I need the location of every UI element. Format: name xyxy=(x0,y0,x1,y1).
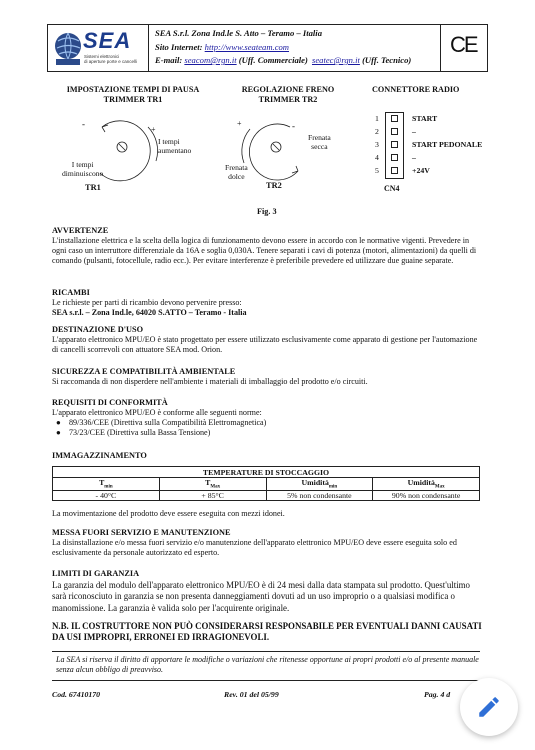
sea-logo xyxy=(52,27,146,69)
tr1-title-line: TRIMMER TR1 xyxy=(103,95,163,104)
footer-page: Pag. 4 d xyxy=(424,690,451,699)
logo-text: SEA xyxy=(83,28,132,53)
tr2-title-line: TRIMMER TR2 xyxy=(258,95,318,104)
connector-pin-label: START xyxy=(412,114,438,123)
requisiti-item xyxy=(56,418,486,428)
storage-table xyxy=(52,466,480,501)
ce-mark: CE xyxy=(450,32,477,57)
paragraph-garanzia: La garanzia del modulo dell'apparato elettronico MPU/EO è di 24 mesi dalla data stampata sul prodotto. Quest'ultimo sarà riconosciuto in garanzia se non presenta danneggiamenti dovuti ad un uso improprio o a qualsiasi modifica o manomissione. La garanzia è valida solo per l'acquirente originale. xyxy=(52,580,470,613)
label-line: Frenata xyxy=(225,163,248,172)
section-title-requisiti: REQUISITI DI CONFORMITÀ xyxy=(52,398,168,407)
paragraph-destinazione: L'apparato elettronico MPU/EO è stato progettato per essere utilizzato esclusivamente come apparato di gestione per l'automazione di cancelli scorrevoli con attuatore SEA mod. Orion. xyxy=(52,335,478,355)
paragraph-avvertenze: L'installazione elettrica e la scelta della logica di funzionamento devono essere in accordo con le normative vigenti. Prevedere in ogni caso un interruttore differenziale da 16A e soglia 0,030A. Tenere separati i cavi di potenza (motori, alimentazioni) da quelli di comando (pulsanti, fotocellule, radio ecc.). Per evitare interferenze è preferibile prevedere ed utilizzare due guaine separate. xyxy=(52,236,477,266)
label-line: I tempi xyxy=(158,137,180,146)
connector-title: CONNETTORE RADIO xyxy=(372,85,460,94)
label-line: I tempi xyxy=(71,160,94,169)
label-line: diminuiscono xyxy=(62,169,104,178)
email-tech-note: (Uff. Tecnico) xyxy=(362,55,412,65)
storage-cell: 90% non condensante xyxy=(373,490,480,500)
website-link[interactable]: http://www.seateam.com xyxy=(204,42,290,52)
tr1-name: TR1 xyxy=(85,183,101,192)
tr2-title-line: REGOLAZIONE FRENO xyxy=(241,85,335,94)
connector-pin-number: 3 xyxy=(375,140,379,149)
paragraph-requisiti: L'apparato elettronico MPU/EO è conforme alle seguenti norme: xyxy=(52,408,262,417)
nb-disclaimer: N.B. IL COSTRUTTORE NON PUÒ CONSIDERARSI RESPONSABILE PER EVENTUALI DANNI CAUSATI DA USI IMPROPRI, ERRONEI ED IRRAGIONEVOLI. xyxy=(52,621,482,643)
section-title-destinazione: DESTINAZIONE D'USO xyxy=(52,325,144,334)
label-line: Frenata xyxy=(308,133,331,142)
email-commercial-link[interactable]: seacom@rgn.it xyxy=(184,55,237,65)
email-label: E-mail: xyxy=(155,55,183,65)
tr2-soft-label xyxy=(225,163,248,181)
tr2-title xyxy=(218,85,358,105)
label-line: aumentano xyxy=(158,146,192,155)
storage-cell: 5% non condensante xyxy=(266,490,373,500)
paragraph-sicurezza: Si raccomanda di non disperdere nell'ambiente i materiali di imballaggio del prodotto e/o circuiti. xyxy=(52,377,368,386)
requisiti-item xyxy=(56,428,486,438)
header-divider xyxy=(148,24,149,72)
edit-button[interactable] xyxy=(460,678,518,736)
tr1-increase-label xyxy=(158,137,191,155)
section-title-messa: MESSA FUORI SERVIZIO E MANUTENZIONE xyxy=(52,528,231,537)
tr2-name: TR2 xyxy=(266,181,282,190)
section-title-avvertenze: AVVERTENZE xyxy=(52,226,109,235)
section-title-garanzia: LIMITI DI GARANZIA xyxy=(52,569,140,578)
connector-pin xyxy=(391,167,398,174)
figure-caption: Fig. 3 xyxy=(257,207,277,216)
connector-pin-number: 5 xyxy=(375,166,379,175)
connector-name: CN4 xyxy=(384,184,400,193)
storage-table-title: TEMPERATURE DI STOCCAGGIO xyxy=(53,467,480,478)
sea-disclaimer: La SEA si riserva il diritto di apportare le modifiche o variazioni che ritenesse opportune ai propri prodotti e/o al presente manuale senza alcun obbligo di preavviso. xyxy=(56,655,479,674)
paragraph-messa: La disinstallazione e/o messa fuori servizio e/o manutenzione dell'apparato elettronico MPU/EO deve essere eseguita solo ed esclusivamente da personale autorizzato ed esperto. xyxy=(52,538,457,558)
connector-pin-label: START PEDONALE xyxy=(412,140,483,149)
bullet: ● xyxy=(56,428,61,437)
storage-header: Umidità$_{min}$ xyxy=(266,478,373,491)
bullet: ● xyxy=(56,418,61,427)
connector-pin-number: 1 xyxy=(375,114,379,123)
tr1-title-line: IMPOSTAZIONE TEMPI DI PAUSA xyxy=(66,85,200,94)
logo-subtitle: Sistemi elettronici xyxy=(84,54,120,59)
connector-pin xyxy=(391,115,398,122)
tr2-dry-label xyxy=(308,133,331,151)
connector-pin xyxy=(391,128,398,135)
logo-subtitle: di aperture porte e cancelli xyxy=(84,59,138,64)
connector-pin-number: 2 xyxy=(375,127,379,136)
connector-pin-label: – xyxy=(412,153,416,162)
connector-pin-number: 4 xyxy=(375,153,379,162)
label-line: secca xyxy=(311,142,328,151)
section-title-ricambi: RICAMBI xyxy=(52,288,90,297)
section-title-sicurezza: SICUREZZA E COMPATIBILITÀ AMBIENTALE xyxy=(52,367,236,376)
footer-revision: Rev. 01 del 05/99 xyxy=(224,690,279,699)
storage-cell: - 40°C xyxy=(53,490,160,500)
ricambi-address: SEA s.r.l. – Zona Ind.le, 64020 S.ATTO – Teramo - Italia xyxy=(52,308,247,317)
connector-pin xyxy=(391,141,398,148)
connector-pin-label: – xyxy=(412,127,416,136)
connector-pin-label: +24V xyxy=(412,166,430,175)
divider xyxy=(52,651,480,652)
label-line: dolce xyxy=(228,172,245,181)
website-line xyxy=(155,42,289,52)
storage-cell: + 85°C xyxy=(159,490,266,500)
storage-header: Umidità$_{Max}$ xyxy=(373,478,480,491)
section-title-immagazzinamento: IMMAGAZZINAMENTO xyxy=(52,451,147,460)
tr1-title xyxy=(58,85,208,105)
footer-code: Cod. 67410170 xyxy=(52,690,101,699)
email-tech-link[interactable]: seatec@rgn.it xyxy=(311,55,360,65)
requisiti-item-text: 73/23/CEE (Direttiva sulla Bassa Tensione) xyxy=(68,428,211,437)
tr1-decrease-label xyxy=(62,160,103,178)
email-line xyxy=(155,55,411,65)
connector-pin xyxy=(391,154,398,161)
paragraph-ricambi: Le richieste per parti di ricambio devono pervenire presso: xyxy=(52,298,242,307)
storage-header: $T_{Max}$ xyxy=(159,478,266,491)
requisiti-item-text: 89/336/CEE (Direttiva sulla Compatibilità Elettromagnetica) xyxy=(68,418,267,427)
divider xyxy=(52,680,480,681)
storage-header: $T_{min}$ xyxy=(53,478,160,491)
tr2-minus: - xyxy=(292,121,295,131)
paragraph-movimentazione: La movimentazione del prodotto deve essere eseguita con mezzi idonei. xyxy=(52,509,285,518)
tr2-plus: + xyxy=(237,119,242,128)
pencil-icon xyxy=(476,694,502,720)
tr1-minus: - xyxy=(82,119,85,129)
website-label: Sito Internet: xyxy=(155,42,203,52)
tr1-plus: + xyxy=(151,125,156,134)
header-divider xyxy=(440,24,441,72)
company-address: SEA S.r.l. Zona Ind.le S. Atto – Teramo – Italia xyxy=(155,28,322,38)
email-commercial-note: (Uff. Commerciale) xyxy=(238,55,308,65)
